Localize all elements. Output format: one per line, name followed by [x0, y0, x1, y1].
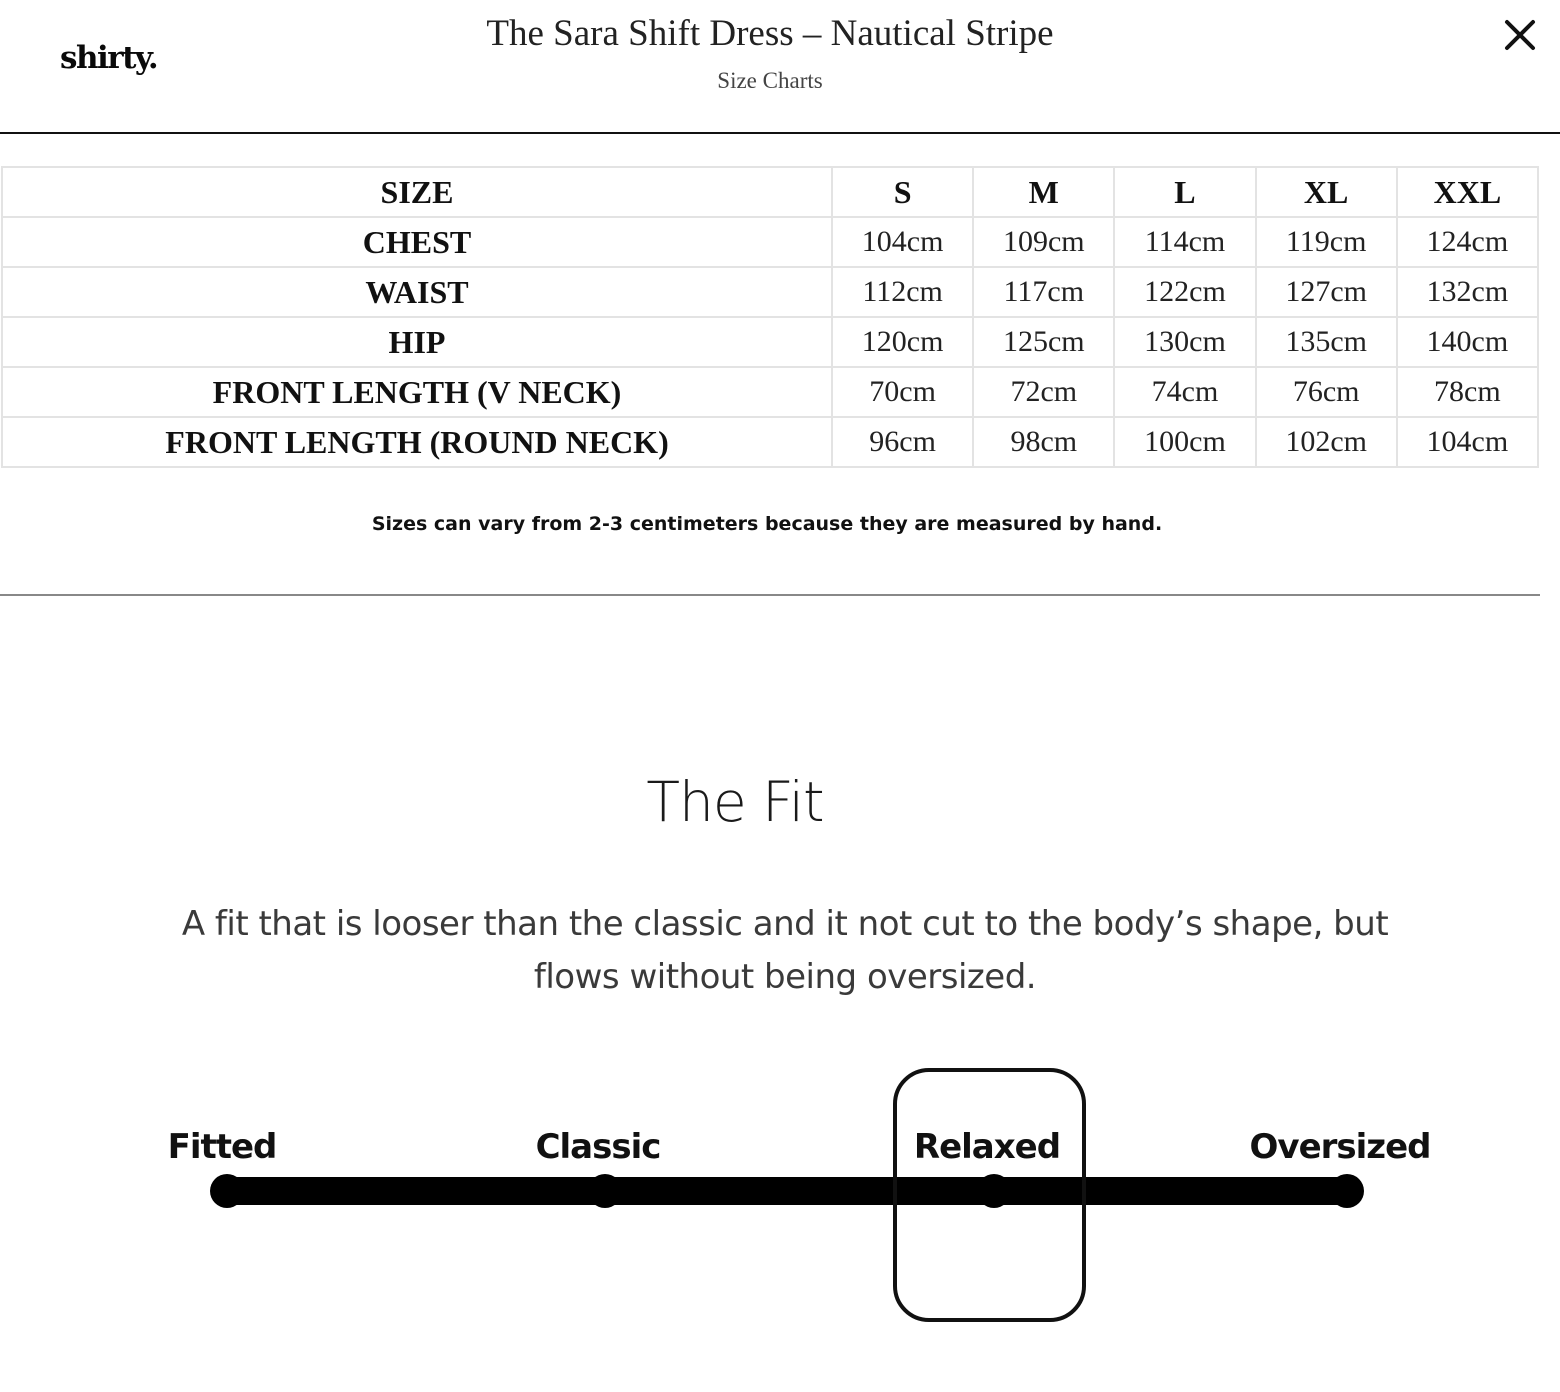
measurement-label: FRONT LENGTH (V NECK)	[2, 367, 832, 417]
measurement-value: 132cm	[1397, 267, 1538, 317]
measurement-value: 96cm	[832, 417, 973, 467]
measurement-value: 140cm	[1397, 317, 1538, 367]
fit-title: The Fit	[646, 770, 824, 834]
measurement-value: 122cm	[1114, 267, 1255, 317]
measurement-value: 104cm	[1397, 417, 1538, 467]
modal-header	[0, 0, 1560, 134]
measurement-value: 135cm	[1256, 317, 1397, 367]
product-title: The Sara Shift Dress – Nautical Stripe	[486, 13, 1054, 54]
measurement-value: 76cm	[1256, 367, 1397, 417]
measurement-value: 104cm	[832, 217, 973, 267]
size-header-cell: XL	[1256, 167, 1397, 217]
measurement-label: HIP	[2, 317, 832, 367]
measurement-value: 102cm	[1256, 417, 1397, 467]
section-divider	[0, 594, 1540, 596]
brand-logo[interactable]: shirty.	[60, 40, 158, 76]
measurement-value: 125cm	[973, 317, 1114, 367]
size-header-label: SIZE	[2, 167, 832, 217]
size-note: Sizes can vary from 2-3 centimeters because they are measured by hand.	[371, 513, 1163, 535]
fit-scale	[0, 1050, 1560, 1350]
fit-scale-label: Relaxed	[913, 1127, 1061, 1167]
table-row	[2, 417, 1538, 467]
fit-scale-point	[588, 1174, 622, 1208]
table-row	[2, 317, 1538, 367]
measurement-value: 114cm	[1114, 217, 1255, 267]
table-row	[2, 267, 1538, 317]
fit-scale-label: Classic	[535, 1127, 661, 1167]
measurement-label: CHEST	[2, 217, 832, 267]
measurement-value: 72cm	[973, 367, 1114, 417]
size-header-cell: XXL	[1397, 167, 1538, 217]
size-table	[1, 166, 1539, 468]
measurement-value: 100cm	[1114, 417, 1255, 467]
measurement-value: 70cm	[832, 367, 973, 417]
measurement-value: 130cm	[1114, 317, 1255, 367]
measurement-value: 124cm	[1397, 217, 1538, 267]
size-header-cell: S	[832, 167, 973, 217]
measurement-value: 127cm	[1256, 267, 1397, 317]
measurement-value: 120cm	[832, 317, 973, 367]
measurement-label: FRONT LENGTH (ROUND NECK)	[2, 417, 832, 467]
measurement-value: 117cm	[973, 267, 1114, 317]
measurement-label: WAIST	[2, 267, 832, 317]
size-table-header-row	[2, 167, 1538, 217]
close-button[interactable]	[1498, 14, 1542, 58]
measurement-value: 78cm	[1397, 367, 1538, 417]
fit-description: A fit that is looser than the classic and it not cut to the body’s shape, but flows without being oversized.	[181, 904, 1389, 997]
fit-scale-point	[210, 1174, 244, 1208]
table-row	[2, 217, 1538, 267]
measurement-value: 98cm	[973, 417, 1114, 467]
close-icon	[1498, 14, 1542, 58]
fit-scale-point	[977, 1174, 1011, 1208]
fit-scale-label: Fitted	[167, 1127, 277, 1167]
measurement-value: 74cm	[1114, 367, 1255, 417]
size-header-cell: L	[1114, 167, 1255, 217]
size-header-cell: M	[973, 167, 1114, 217]
measurement-value: 109cm	[973, 217, 1114, 267]
fit-scale-point	[1330, 1174, 1364, 1208]
measurement-value: 112cm	[832, 267, 973, 317]
table-row	[2, 367, 1538, 417]
modal-subtitle: Size Charts	[717, 68, 823, 93]
fit-scale-label: Oversized	[1249, 1127, 1431, 1167]
measurement-value: 119cm	[1256, 217, 1397, 267]
